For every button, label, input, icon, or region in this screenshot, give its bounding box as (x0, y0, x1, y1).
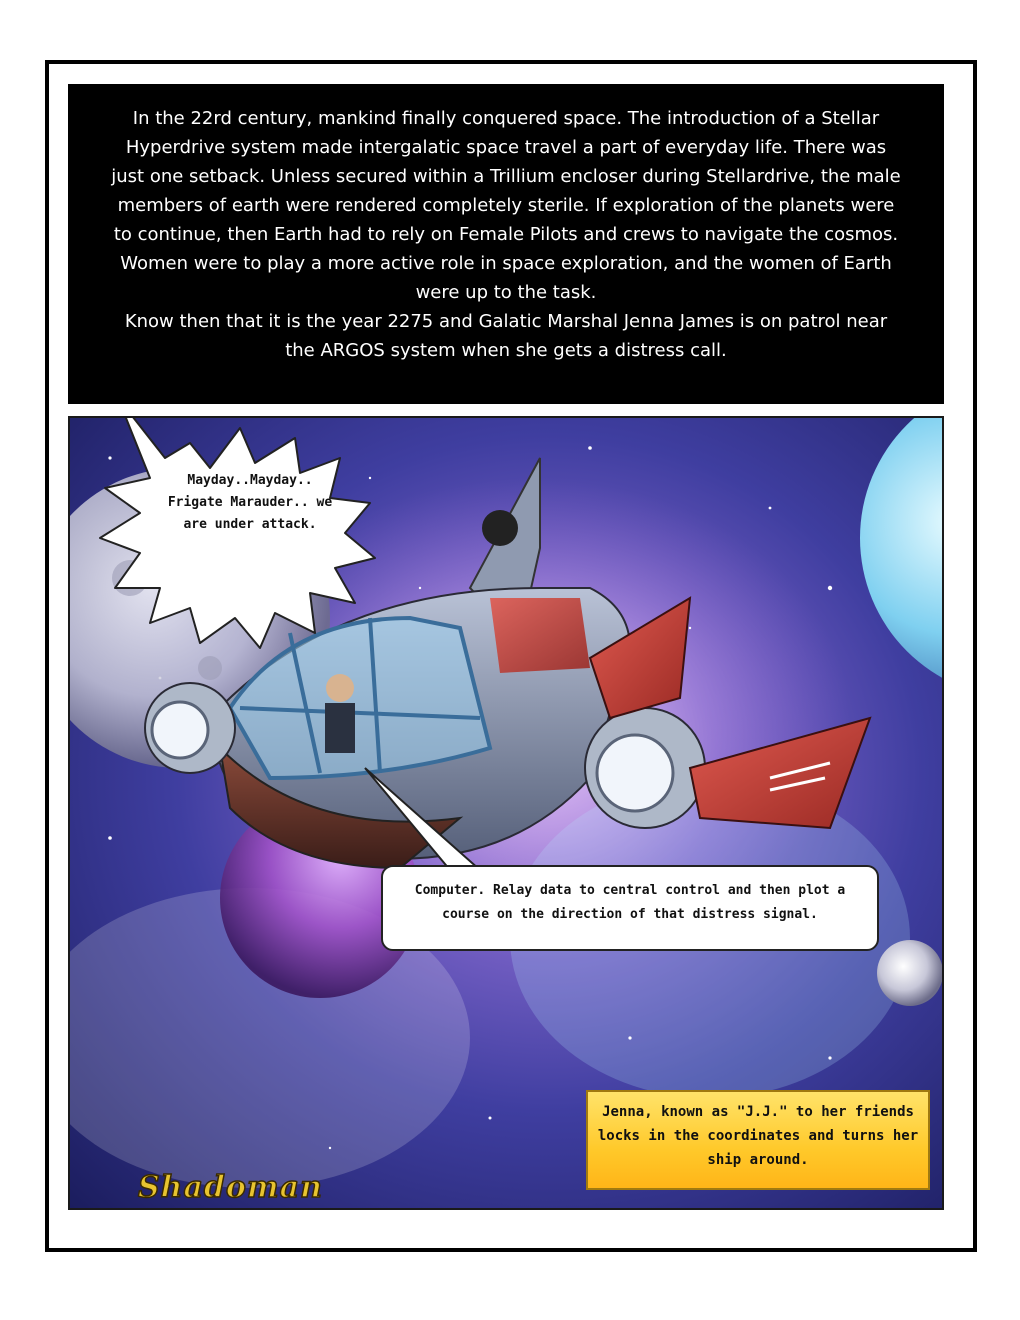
mayday-balloon-text (150, 470, 350, 536)
small-moon (877, 940, 942, 1006)
mayday-line: are under attack. (183, 517, 317, 532)
computer-speech-balloon (381, 865, 879, 951)
caption-line: the ARGOS system when she gets a distress call. (285, 340, 727, 361)
narration-line: Jenna, known as "J.J." to her friends (602, 1104, 914, 1120)
caption-line: members of earth were rendered completely sterile. If exploration of the planets were (117, 195, 895, 216)
mayday-line: Frigate Marauder.. we (167, 495, 333, 510)
narration-line: ship around. (707, 1152, 809, 1168)
mayday-line: Mayday..Mayday.. (187, 473, 313, 488)
caption-line: Women were to play a more active role in space exploration, and the women of Earth (120, 253, 892, 274)
caption-line: were up to the task. (415, 282, 597, 303)
caption-line: just one setback. Unless secured within a Trillium encloser during Stellardrive, the male (111, 166, 901, 187)
caption-line: to continue, then Earth had to rely on Female Pilots and crews to navigate the cosmos. (113, 224, 899, 245)
caption-line: Know then that it is the year 2275 and Galatic Marshal Jenna James is on patrol near (124, 311, 888, 332)
narrative-caption-box (68, 84, 944, 404)
caption-line: Hyperdrive system made intergalatic space travel a part of everyday life. There was (125, 137, 887, 158)
computer-line: Computer. Relay data to central control and then plot a (414, 883, 846, 898)
artist-signature: Shadoman (138, 1170, 323, 1205)
computer-line: course on the direction of that distress signal. (442, 907, 818, 922)
narration-line: locks in the coordinates and turns her (597, 1128, 919, 1144)
caption-line: In the 22rd century, mankind finally conquered space. The introduction of a Stellar (132, 108, 880, 129)
blue-planet (860, 418, 942, 698)
narration-box (586, 1090, 930, 1190)
